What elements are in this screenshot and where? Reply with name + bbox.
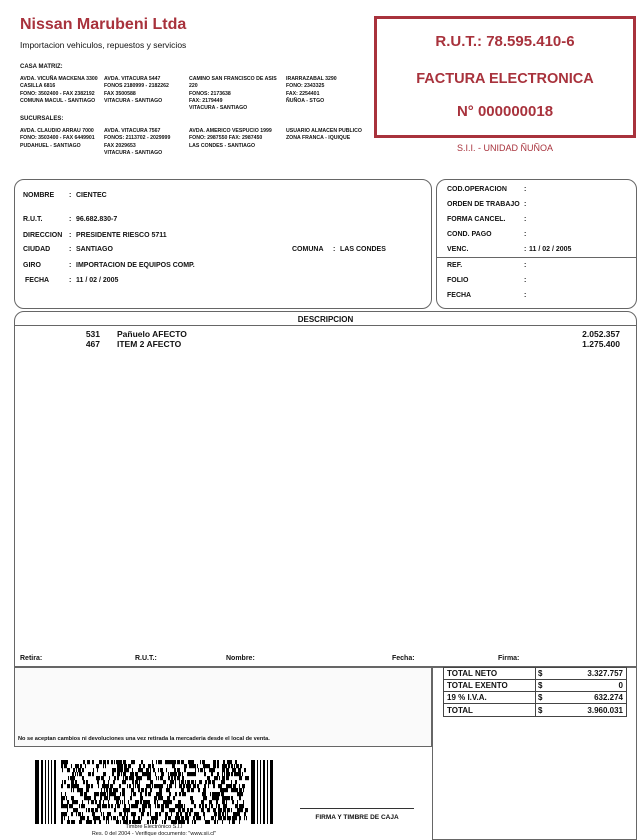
sucursales-line: AVDA. AMERICO VESPUCIO 1999 [189, 128, 272, 134]
totals-table [443, 667, 627, 717]
description-box [14, 311, 637, 667]
customer-nombre-value: CIENTEC [76, 192, 107, 199]
casa-matriz-line: FONO: 3502400 - FAX 2382192 [20, 90, 95, 97]
casa-matriz-line: IRARRAZABAL 3290 [286, 76, 337, 82]
casa-matriz-line: FAX: 2179449 [189, 97, 223, 104]
signature-line [300, 808, 414, 809]
item-amount: 1.275.400 [582, 339, 620, 349]
timbre-line1: Timbre Electrónico S.I.I [125, 824, 183, 830]
customer-sep: : [69, 246, 72, 253]
customer-direccion-label: DIRECCION [23, 232, 63, 239]
invoice-number-box [374, 16, 636, 138]
operation-sep: : [524, 201, 527, 208]
description-header: DESCRIPCION [297, 315, 354, 324]
operation-ref-label: REF. [447, 262, 463, 269]
casa-matriz-line: FONOS: 2173638 [189, 90, 231, 97]
notice-box [14, 667, 432, 747]
receipt-firma-label: Firma: [498, 655, 520, 662]
item-description: Pañuelo AFECTO [117, 329, 187, 339]
customer-sep: : [69, 277, 72, 284]
operation-venc-value: 11 / 02 / 2005 [529, 246, 572, 253]
receipt-nombre-label: Nombre: [226, 655, 255, 662]
sucursales-heading: SUCURSALES: [20, 116, 64, 122]
operation-sep: : [524, 246, 527, 253]
operation-forma-label: FORMA CANCEL. [447, 216, 506, 223]
totals-currency: $ [538, 681, 543, 690]
totals-row [444, 668, 626, 680]
company-tagline: Importacion vehiculos, repuestos y servicios [20, 40, 187, 50]
casa-matriz-line: VITACURA - SANTIAGO [189, 105, 248, 112]
totals-value: 3.960.031 [587, 705, 623, 715]
firma-caja-label: FIRMA Y TIMBRE DE CAJA [315, 814, 399, 821]
item-description: ITEM 2 AFECTO [117, 339, 182, 349]
customer-sep: : [69, 192, 72, 199]
customer-giro-label: GIRO [23, 262, 41, 269]
sucursales-line: VITACURA - SANTIAGO [104, 149, 163, 156]
customer-giro-value: IMPORTACION DE EQUIPOS COMP. [76, 262, 195, 269]
casa-matriz-line: 220 [189, 83, 198, 90]
sucursales-line: FAX 2029653 [104, 142, 136, 149]
customer-fecha-value: 11 / 02 / 2005 [76, 277, 119, 284]
totals-label: TOTAL [444, 704, 536, 716]
operation-cod-operacion-label: COD.OPERACION [447, 186, 507, 193]
customer-sep: : [69, 232, 72, 239]
customer-nombre-label: NOMBRE [23, 192, 55, 199]
operation-sep: : [524, 277, 527, 284]
description-header-line [15, 325, 636, 326]
casa-matriz-line: COMUNA MACUL - SANTIAGO [20, 97, 96, 104]
operation-folio-label: FOLIO [447, 277, 469, 284]
totals-value: 0 [618, 681, 623, 690]
customer-rut-value: 96.682.830-7 [76, 216, 118, 223]
totals-label: 19 % I.V.A. [444, 692, 536, 703]
customer-fecha-label: FECHA [25, 277, 50, 284]
casa-matriz-line: AVDA. VICUÑA MACKENA 3300 [20, 76, 98, 82]
sii-office: S.I.I. - UNIDAD ÑUÑOA [456, 143, 553, 153]
operation-box [436, 179, 637, 309]
operation-sep: : [524, 216, 527, 223]
item-code: 531 [85, 329, 100, 339]
item-amount: 2.052.357 [582, 329, 620, 339]
sucursales-line: FONO: 3503400 - FAX 6449901 [20, 135, 95, 142]
sucursales-line: LAS CONDES - SANTIAGO [189, 142, 255, 149]
customer-ciudad-label: CIUDAD [23, 246, 51, 253]
operation-sep: : [524, 262, 527, 269]
customer-ciudad-value: SANTIAGO [76, 246, 113, 253]
sucursales-line: ZONA FRANCA - IQUIQUE [286, 135, 351, 142]
customer-direccion-value: PRESIDENTE RIESCO 5711 [76, 232, 167, 239]
customer-comuna-value: LAS CONDES [340, 246, 386, 253]
sucursales-line: AVDA. VITACURA 7567 [104, 128, 161, 134]
operation-sep: : [524, 231, 527, 238]
document-type: FACTURA ELECTRONICA [416, 71, 594, 87]
totals-currency: $ [538, 693, 543, 702]
casa-matriz-line: FONOS 2180999 - 2182262 [104, 83, 169, 90]
customer-rut-label: R.U.T. [23, 216, 43, 223]
sucursales-line: PUDAHUEL - SANTIAGO [20, 142, 81, 149]
totals-currency: $ [538, 669, 543, 678]
sucursales-line: USUARIO ALMACEN PUBLICO [286, 128, 362, 134]
receipt-fecha-label: Fecha: [392, 655, 415, 662]
casa-matriz-line: CAMINO SAN FRANCISCO DE ASIS [189, 76, 277, 82]
casa-matriz-line: AVDA. VITACURA 5447 [104, 76, 161, 82]
totals-label: TOTAL NETO [444, 668, 536, 679]
operation-divider [437, 257, 636, 258]
operation-sep: : [524, 292, 527, 299]
casa-matriz-line: FAX 3500588 [104, 90, 136, 97]
totals-row [444, 692, 626, 704]
casa-matriz-line: VITACURA - SANTIAGO [104, 97, 163, 104]
operation-orden-label: ORDEN DE TRABAJO [447, 201, 520, 208]
totals-label: TOTAL EXENTO [444, 680, 536, 691]
receipt-rut-label: R.U.T.: [135, 655, 157, 662]
company-name: Nissan Marubeni Ltda [20, 16, 187, 33]
sucursales-line: FONO: 2987550 FAX: 2987450 [189, 135, 263, 142]
totals-currency: $ [538, 705, 543, 715]
operation-venc-label: VENC. [447, 246, 469, 253]
customer-sep: : [69, 216, 72, 223]
operation-cond-label: COND. PAGO [447, 231, 492, 238]
casa-matriz-heading: CASA MATRIZ: [20, 64, 63, 70]
invoice-number: N° 000000018 [456, 103, 554, 120]
pdf417-barcode [35, 760, 273, 824]
casa-matriz-line: FAX: 2254401 [286, 90, 320, 97]
casa-matriz-line: CASILLA 6816 [20, 83, 56, 90]
retira-label: Retira: [20, 655, 43, 662]
totals-row [444, 704, 626, 716]
operation-fecha-label: FECHA [447, 292, 472, 299]
totals-value: 632.274 [594, 693, 623, 702]
sucursales-line: FONOS: 2113702 - 2029999 [104, 135, 171, 142]
operation-sep: : [524, 186, 527, 193]
customer-sep: : [69, 262, 72, 269]
customer-comuna-label: COMUNA [292, 246, 324, 253]
casa-matriz-line: ÑUÑOA - STGO [286, 97, 325, 104]
returns-notice: No se aceptan cambios ni devoluciones una vez retirada la mercaderia desde el local de venta. [18, 736, 270, 742]
sucursales-line: AVDA. CLAUDIO ARRAU 7000 [20, 128, 94, 134]
totals-row [444, 680, 626, 692]
customer-sep: : [333, 246, 336, 253]
timbre-line2: Res. 0 del 2004 - Verifique documento: "www.sii.cl" [91, 831, 217, 837]
totals-value: 3.327.757 [587, 669, 623, 678]
casa-matriz-line: FONO: 2343325 [286, 83, 325, 90]
item-code: 467 [85, 339, 100, 349]
issuer-rut: R.U.T.: 78.595.410-6 [435, 33, 575, 50]
